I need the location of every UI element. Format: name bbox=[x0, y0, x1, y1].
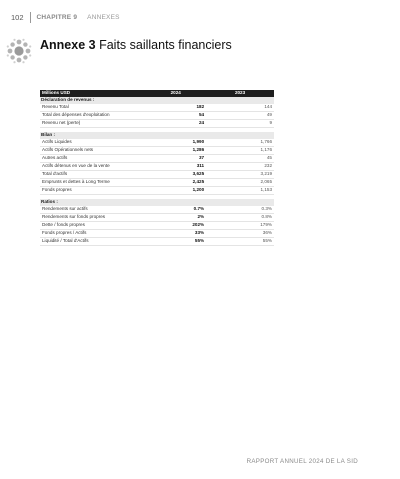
section-label: ANNEXES bbox=[87, 13, 120, 21]
column-header-label: Millions USD bbox=[40, 90, 145, 97]
value-2024: 24 bbox=[145, 119, 206, 127]
value-2023: 179% bbox=[206, 221, 274, 229]
value-2023: 232 bbox=[206, 162, 274, 170]
value-2024: 37 bbox=[145, 154, 206, 162]
page-title bbox=[40, 38, 232, 52]
section-heading: Déclaration de revenus : bbox=[40, 97, 274, 104]
value-2024: 1,200 bbox=[145, 186, 206, 194]
value-2024: 1,286 bbox=[145, 146, 206, 154]
page-header bbox=[11, 12, 120, 22]
value-2023: 49 bbox=[206, 111, 274, 119]
row-label: Dette / fonds propres bbox=[40, 221, 145, 229]
row-label: Autres actifs bbox=[40, 154, 145, 162]
value-2024: 55% bbox=[145, 237, 206, 245]
value-2024: 311 bbox=[145, 162, 206, 170]
table-row bbox=[40, 146, 274, 154]
table-row bbox=[40, 111, 274, 119]
table-row bbox=[40, 119, 274, 127]
row-label: Total des dépenses d'exploitation bbox=[40, 111, 145, 119]
value-2023: 55% bbox=[206, 237, 274, 245]
value-2023: 1,153 bbox=[206, 186, 274, 194]
value-2024: 202% bbox=[145, 221, 206, 229]
row-label: Total d'actifs bbox=[40, 170, 145, 178]
row-label: Revenu net (perte) bbox=[40, 119, 145, 127]
page-number: 102 bbox=[11, 12, 24, 22]
page-footer: RAPPORT ANNUEL 2024 DE LA SID bbox=[246, 458, 358, 465]
value-2023: 0.8% bbox=[206, 213, 274, 221]
value-2024: 1,990 bbox=[145, 139, 206, 147]
value-2024: 2,425 bbox=[145, 178, 206, 186]
value-2024: 2% bbox=[145, 213, 206, 221]
row-label: Revenu Total bbox=[40, 104, 145, 112]
section-heading-row bbox=[40, 199, 274, 206]
table-row bbox=[40, 229, 274, 237]
column-header-2024: 2024 bbox=[145, 90, 206, 97]
chapter-label: CHAPITRE 9 bbox=[36, 13, 78, 21]
header-divider bbox=[30, 12, 31, 23]
section-heading-row bbox=[40, 97, 274, 104]
table-row bbox=[40, 170, 274, 178]
value-2023: 1,176 bbox=[206, 146, 274, 154]
row-label: Liquidité / Total d'Actifs bbox=[40, 237, 145, 245]
row-label: Emprunts et dettes à Long Terme bbox=[40, 178, 145, 186]
value-2023: 9 bbox=[206, 119, 274, 127]
table-row bbox=[40, 178, 274, 186]
annex-logo-icon bbox=[6, 38, 32, 64]
row-label: Rendements sur actifs bbox=[40, 206, 145, 214]
value-2023: 36% bbox=[206, 229, 274, 237]
value-2023: 2,065 bbox=[206, 178, 274, 186]
annex-title: Faits saillants financiers bbox=[99, 38, 232, 52]
table-row bbox=[40, 154, 274, 162]
row-label: Fonds propres / Actifs bbox=[40, 229, 145, 237]
value-2024: 182 bbox=[145, 104, 206, 112]
table-row bbox=[40, 206, 274, 214]
row-label: Actifs Liquides bbox=[40, 139, 145, 147]
row-label: Rendements sur fonds propres bbox=[40, 213, 145, 221]
annex-number: Annexe 3 bbox=[40, 38, 96, 52]
column-header-2023: 2023 bbox=[206, 90, 274, 97]
section-heading-row bbox=[40, 132, 274, 139]
section-heading: Ratios : bbox=[40, 199, 274, 206]
table-row bbox=[40, 186, 274, 194]
row-label: Actifs Opérationnels nets bbox=[40, 146, 145, 154]
row-label: Fonds propres bbox=[40, 186, 145, 194]
table-row bbox=[40, 213, 274, 221]
value-2023: 1,766 bbox=[206, 139, 274, 147]
value-2024: 54 bbox=[145, 111, 206, 119]
table-row bbox=[40, 221, 274, 229]
value-2023: 144 bbox=[206, 104, 274, 112]
value-2023: 3,219 bbox=[206, 170, 274, 178]
table-row bbox=[40, 104, 274, 112]
value-2023: 0.3% bbox=[206, 206, 274, 214]
section-heading: Bilan : bbox=[40, 132, 274, 139]
value-2024: 33% bbox=[145, 229, 206, 237]
value-2024: 0.7% bbox=[145, 206, 206, 214]
row-label: Actifs détenus en vue de la vente bbox=[40, 162, 145, 170]
table-row bbox=[40, 237, 274, 245]
table-row bbox=[40, 139, 274, 147]
financial-highlights-table bbox=[40, 90, 274, 246]
table-row bbox=[40, 162, 274, 170]
value-2023: 45 bbox=[206, 154, 274, 162]
value-2024: 3,625 bbox=[145, 170, 206, 178]
